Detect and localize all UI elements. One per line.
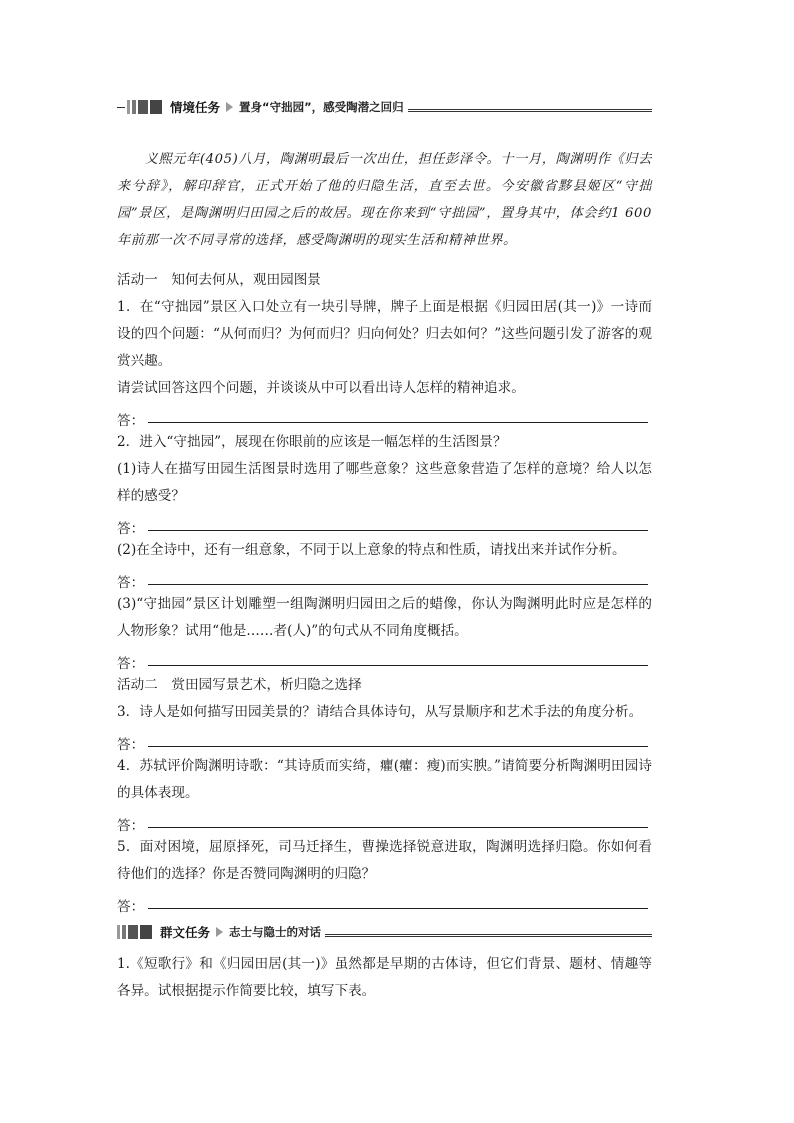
intro-paragraph: 义熙元年(405)八月，陶渊明最后一次出仕，担任彭泽令。十一月，陶渊明作《归去来兮辞》，解印辞官，正式开始了他的归隐生活，直至去世。今安徽省黟县姬区“守拙园”景区，是陶渊明归田园之后的故居。现在你来到“守拙园”，置身其中，体会约1 600年前那一次不同寻常的选择，感受陶渊明的现实生活和精神世界。 bbox=[117, 152, 652, 248]
answer-line-1[interactable] bbox=[117, 402, 652, 429]
answer-blank[interactable] bbox=[148, 827, 648, 828]
answer-line-2-3[interactable] bbox=[117, 645, 652, 672]
section-subtitle: 志士与隐士的对话 bbox=[229, 925, 322, 940]
header-block-icon bbox=[117, 925, 154, 939]
header-block-icon bbox=[127, 100, 164, 114]
section-title: 情境任务 bbox=[170, 100, 221, 115]
answer-blank[interactable] bbox=[148, 584, 648, 585]
section-header-scenario bbox=[117, 96, 652, 118]
answer-blank[interactable] bbox=[148, 530, 648, 531]
section-header-group-reading bbox=[117, 921, 652, 943]
question-2-1: (1)诗人在描写田园生活图景时选用了哪些意象？这些意象营造了怎样的意境？给人以怎样的感受？ bbox=[117, 461, 652, 505]
answer-blank[interactable] bbox=[148, 746, 648, 747]
document-page bbox=[117, 96, 652, 1005]
question-2: 2．进入“守拙园”，展现在你眼前的应该是一幅怎样的生活图景？ bbox=[117, 434, 507, 451]
answer-label: 答： bbox=[117, 899, 145, 916]
question-2-3: (3)“守拙园”景区计划雕塑一组陶渊明归园田之后的蜡像，你认为陶渊明此时应是怎样的人物形象？试用“他是……者(人)”的句式从不同角度概括。 bbox=[117, 596, 652, 640]
question-1-prompt: 请尝试回答这四个问题，并谈谈从中可以看出诗人怎样的精神追求。 bbox=[117, 380, 525, 397]
answer-label: 答： bbox=[117, 575, 145, 592]
triangle-right-icon bbox=[216, 927, 223, 937]
section-subtitle: 置身“守拙园”，感受陶潜之回归 bbox=[239, 100, 404, 114]
answer-label: 答： bbox=[117, 656, 145, 673]
triangle-right-icon bbox=[226, 102, 233, 112]
group-question-1: 1.《短歌行》和《归园田居(其一)》虽然都是早期的古体诗，但它们背景、题材、情趣等各异。试根据提示作简要比较，填写下表。 bbox=[117, 956, 652, 1000]
header-rule bbox=[408, 109, 652, 112]
answer-label: 答： bbox=[117, 521, 145, 538]
answer-line-2-1[interactable] bbox=[117, 510, 652, 537]
answer-line-5[interactable] bbox=[117, 888, 652, 915]
question-4: 4．苏轼评价陶渊明诗歌：“其诗质而实绮，癯(癯：瘦)而实腴。”请简要分析陶渊明田园诗的具体表现。 bbox=[117, 758, 652, 802]
question-1: 1．在“守拙园”景区入口处立有一块引导牌，牌子上面是根据《归园田居(其一)》一诗而设的四个问题：“从何而归？为何而归？归向何处？归去如何？”这些问题引发了游客的观赏兴趣。 bbox=[117, 299, 652, 370]
answer-label: 答： bbox=[117, 413, 145, 430]
answer-blank[interactable] bbox=[148, 908, 648, 909]
answer-line-2-2[interactable] bbox=[117, 564, 652, 591]
question-2-2: (2)在全诗中，还有一组意象，不同于以上意象的特点和性质，请找出来并试作分析。 bbox=[117, 542, 626, 559]
question-5: 5．面对困境，屈原择死，司马迁择生，曹操选择锐意进取，陶渊明选择归隐。你如何看待他们的选择？你是否赞同陶渊明的归隐？ bbox=[117, 839, 652, 883]
header-rule bbox=[325, 934, 652, 937]
activity-two-heading: 活动二 赏田园写景艺术，析归隐之选择 bbox=[117, 677, 362, 694]
section-title: 群文任务 bbox=[160, 925, 211, 941]
answer-blank[interactable] bbox=[148, 422, 648, 423]
answer-blank[interactable] bbox=[148, 665, 648, 666]
question-3: 3．诗人是如何描写田园美景的？请结合具体诗句，从写景顺序和艺术手法的角度分析。 bbox=[117, 704, 643, 721]
answer-line-3[interactable] bbox=[117, 726, 652, 753]
activity-one-heading: 活动一 知何去何从，观田园图景 bbox=[117, 272, 321, 289]
header-lead-line bbox=[117, 107, 125, 108]
answer-label: 答： bbox=[117, 818, 145, 835]
answer-line-4[interactable] bbox=[117, 807, 652, 834]
answer-label: 答： bbox=[117, 737, 145, 754]
